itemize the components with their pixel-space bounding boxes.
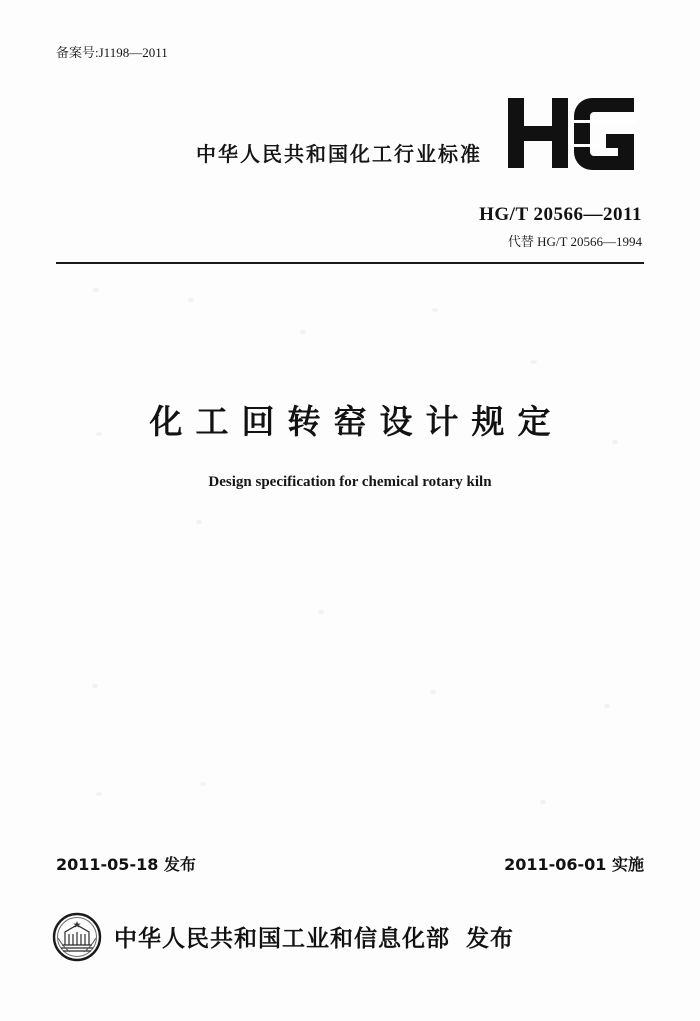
filing-number: 备案号:J1198—2011 bbox=[56, 45, 168, 60]
scan-artifact bbox=[430, 690, 436, 694]
hg-logo-icon bbox=[506, 96, 642, 170]
scan-artifact bbox=[300, 330, 306, 334]
header-divider bbox=[56, 262, 644, 264]
page-subtitle: Design specification for chemical rotary kiln bbox=[208, 474, 492, 490]
publish-date: 2011-05-18 发布 bbox=[56, 855, 196, 874]
standard-replaces: 代替 HG/T 20566—1994 bbox=[507, 234, 642, 249]
issuer-row bbox=[0, 912, 700, 964]
standard-header bbox=[56, 96, 644, 266]
dates-row bbox=[56, 852, 644, 876]
issuer-suffix: 发布 bbox=[466, 926, 514, 952]
standard-code: HG/T 20566—2011 bbox=[479, 204, 642, 225]
scan-artifact bbox=[318, 610, 324, 614]
national-emblem-icon bbox=[52, 912, 102, 962]
scan-artifact bbox=[196, 520, 202, 524]
scan-artifact bbox=[92, 684, 98, 688]
issuer-name: 中华人民共和国工业和信息化部 bbox=[114, 926, 450, 952]
implement-date: 2011-06-01 实施 bbox=[504, 855, 644, 874]
scan-artifact bbox=[92, 288, 99, 292]
scan-artifact bbox=[188, 298, 194, 302]
scan-artifact bbox=[200, 782, 206, 786]
page-title: 化工回转窑设计规定 bbox=[149, 402, 564, 441]
scan-artifact bbox=[432, 308, 438, 312]
issuer-label bbox=[114, 920, 514, 953]
scan-artifact bbox=[604, 704, 610, 708]
scan-artifact bbox=[530, 360, 537, 364]
standard-code-block bbox=[479, 204, 642, 250]
scan-artifact bbox=[540, 800, 546, 804]
standard-organization-title: 中华人民共和国化工行业标准 bbox=[196, 142, 482, 166]
scan-artifact bbox=[96, 792, 102, 796]
